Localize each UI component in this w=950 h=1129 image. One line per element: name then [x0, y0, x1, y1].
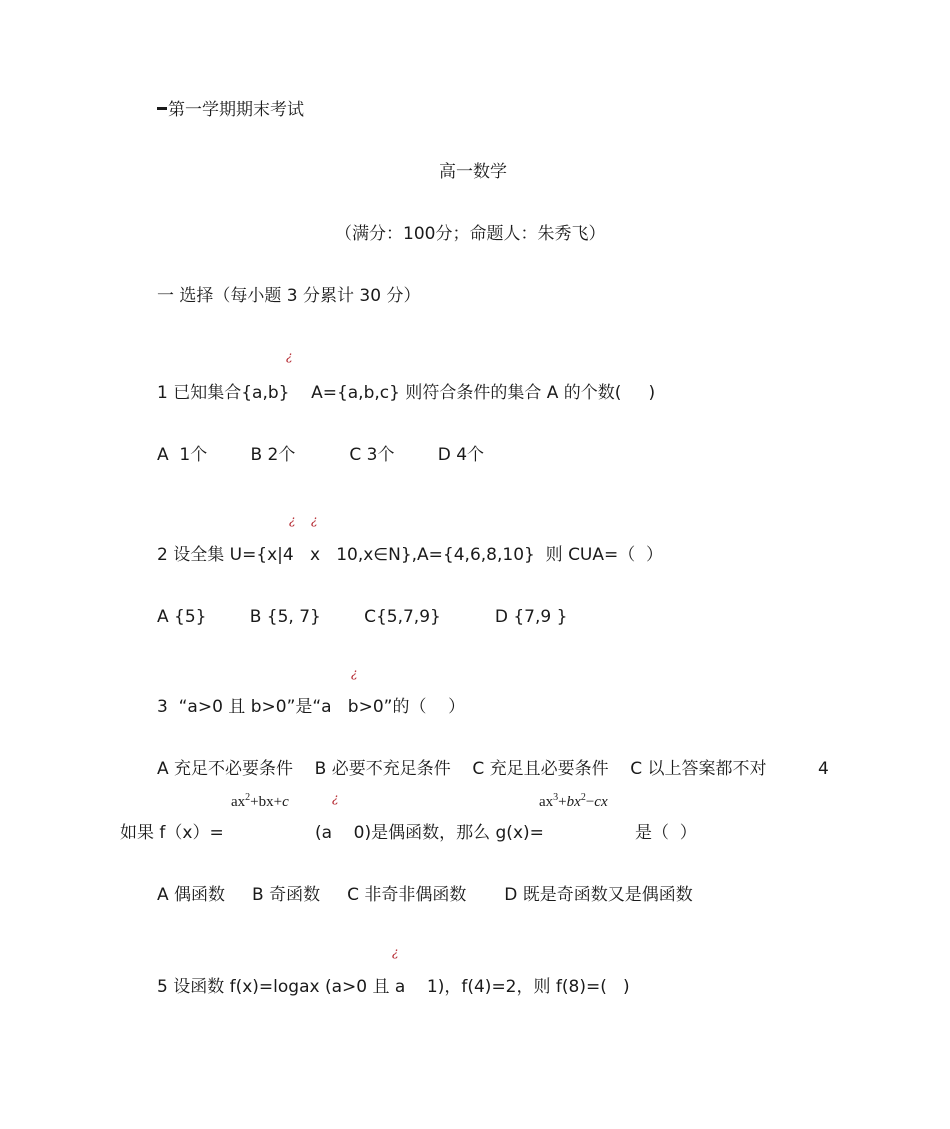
exam-title: [157, 100, 304, 120]
question-4-stem-part3: 是（ ）: [635, 823, 697, 843]
formula-g: $ax^3+bx^2-cx$: [539, 792, 608, 810]
exam-title-text: 第一学期期末考试: [168, 100, 304, 120]
dash-mark: [157, 107, 167, 110]
encoding-marker: ¿: [351, 666, 358, 680]
exam-info: （满分：100分；命题人：朱秀飞）: [335, 224, 606, 244]
question-4-stem-part1: 如果 f（x）=: [120, 823, 224, 843]
encoding-marker: ¿: [311, 513, 318, 527]
question-4-number: 4: [818, 759, 829, 779]
question-2-stem: 2 设全集 U={x|4 x 10,x∈N},A={4,6,8,10} 则 CUA=（ ）: [157, 545, 664, 565]
question-3-stem: 3 “a>0 且 b>0”是“a b>0”的（ ）: [157, 697, 466, 717]
encoding-marker: ¿: [286, 349, 293, 363]
formula-f: $ax^2+bx+c$: [231, 792, 289, 810]
section-title: 一 选择（每小题 3 分累计 30 分）: [157, 286, 421, 306]
encoding-marker: ¿: [332, 791, 339, 805]
question-1-options: A 1个 B 2个 C 3个 D 4个: [157, 445, 485, 465]
question-2-options: A {5} B {5, 7} C{5,7,9} D {7,9 }: [157, 607, 568, 627]
question-1-stem: 1 已知集合{a,b} A={a,b,c} 则符合条件的集合 A 的个数( ): [157, 383, 656, 403]
encoding-marker: ¿: [289, 513, 296, 527]
question-5-stem: 5 设函数 f(x)=logax (a>0 且 a 1)，f(4)=2，则 f(8)=( ): [157, 977, 630, 997]
subject-title: 高一数学: [439, 162, 507, 182]
question-4-options: A 偶函数 B 奇函数 C 非奇非偶函数 D 既是奇函数又是偶函数: [157, 885, 693, 905]
question-3-options: A 充足不必要条件 B 必要不充足条件 C 充足且必要条件 C 以上答案都不对: [157, 759, 767, 779]
encoding-marker: ¿: [392, 945, 399, 959]
question-4-stem-part2: (a 0)是偶函数，那么 g(x)=: [315, 823, 544, 843]
